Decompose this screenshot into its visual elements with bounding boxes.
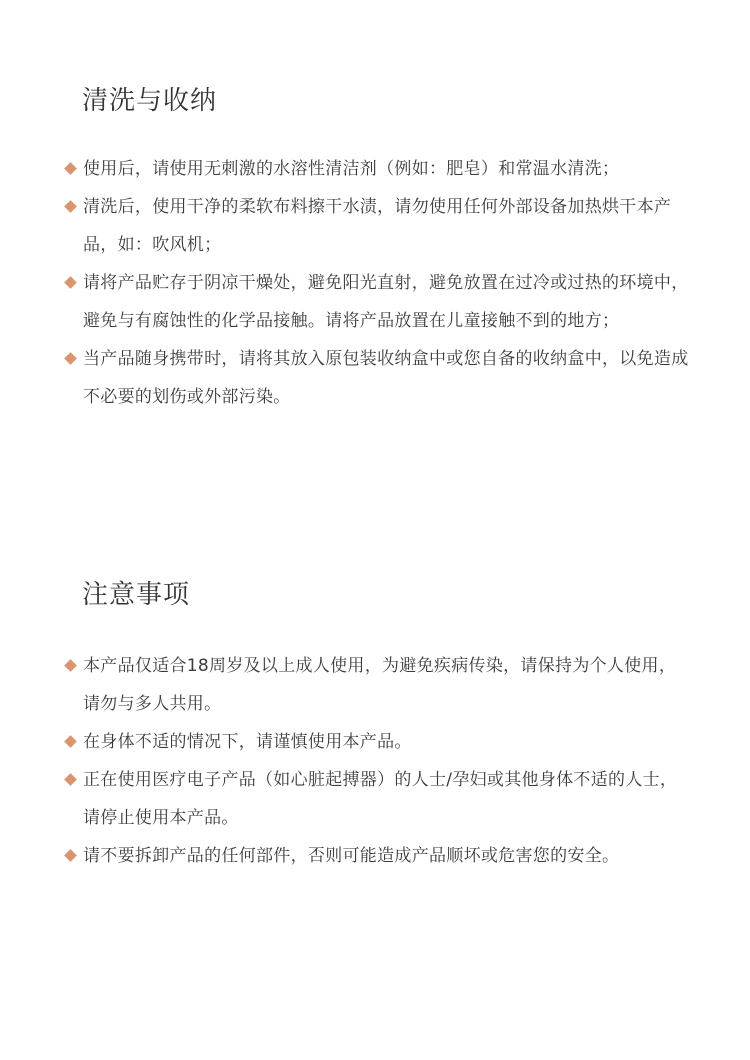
precaution-list — [0, 647, 750, 875]
list-item — [0, 264, 750, 340]
list-item — [0, 188, 750, 264]
cleaning-storage-section — [0, 82, 750, 416]
diamond-bullet-icon — [64, 849, 77, 862]
list-item-text: 请将产品贮存于阴凉干燥处，避免阳光直射，避免放置在过冷或过热的环境中，避免与有腐蚀性的化学品接触。请将产品放置在儿童接触不到的地方； — [83, 273, 689, 331]
diamond-bullet-icon — [64, 352, 77, 365]
list-item-text: 本产品仅适合18周岁及以上成人使用，为避免疾病传染，请保持为个人使用，请勿与多人共用。 — [83, 656, 677, 714]
list-item-text: 在身体不适的情况下，请谨慎使用本产品。 — [83, 732, 412, 752]
list-item-text: 当产品随身携带时，请将其放入原包装收纳盒中或您自备的收纳盒中，以免造成不必要的划伤或外部污染。 — [83, 349, 689, 407]
diamond-bullet-icon — [64, 162, 77, 175]
list-item — [0, 723, 750, 761]
instruction-list — [0, 150, 750, 416]
diamond-bullet-icon — [64, 659, 77, 672]
list-item — [0, 340, 750, 416]
list-item — [0, 761, 750, 837]
diamond-bullet-icon — [64, 735, 77, 748]
list-item — [0, 647, 750, 723]
precautions-section — [0, 576, 750, 875]
list-item-text: 请不要拆卸产品的任何部件，否则可能造成产品顺坏或危害您的安全。 — [83, 846, 620, 866]
list-item — [0, 837, 750, 875]
diamond-bullet-icon — [64, 276, 77, 289]
list-item-text: 清洗后，使用干净的柔软布料擦干水渍，请勿使用任何外部设备加热烘干本产品，如：吹风机； — [83, 197, 672, 255]
section-title: 注意事项 — [82, 580, 191, 610]
diamond-bullet-icon — [64, 773, 77, 786]
list-item-text: 正在使用医疗电子产品（如心脏起搏器）的人士/孕妇或其他身体不适的人士，请停止使用本产品。 — [83, 770, 678, 828]
diamond-bullet-icon — [64, 200, 77, 213]
list-item — [0, 150, 750, 188]
list-item-text: 使用后，请使用无刺激的水溶性清洁剂（例如：肥皂）和常温水清洗； — [83, 159, 620, 179]
section-title: 清洗与收纳 — [82, 86, 218, 116]
